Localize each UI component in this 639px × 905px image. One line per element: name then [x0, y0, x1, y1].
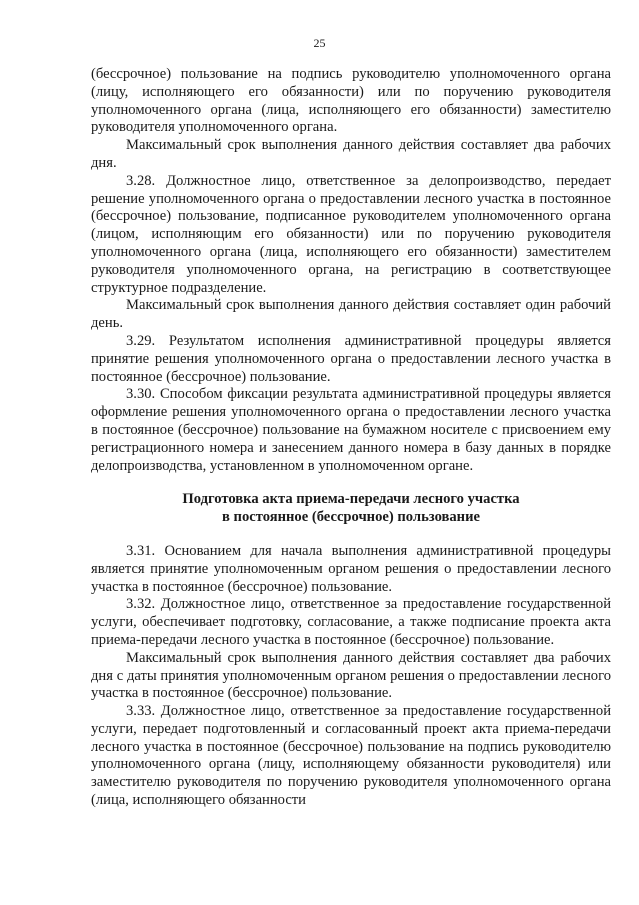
paragraph-continuation: (бессрочное) пользование на подпись руководителю уполномоченного органа (лицу, исполняющего его обязанности) или по поручению руководителя уполномоченного органа (лица, исполняющего его обязанности) заместителю руководителя уполномоченного органа.: [91, 66, 611, 136]
paragraph-3-33: 3.33. Должностное лицо, ответственное за предоставление государственной услуги, передает подготовленный и согласованный проект акта приема-передачи лесного участка в постоянное (бессрочное) пользование на подпись руководителю уполномоченного органа (лицу, исполняющему обязанности руководителя) или заместителю руководителя по поручению руководителя уполномоченного органа (лица, исполняющего обязанности: [91, 703, 611, 809]
section-heading-line-1: Подготовка акта приема-передачи лесного участка: [182, 491, 520, 508]
paragraph-3-28: 3.28. Должностное лицо, ответственное за делопроизводство, передает решение уполномоченного органа о предоставлении лесного участка в постоянное (бессрочное) пользование, подписанное руководителем уполномоченного органа (лицом, исполняющим его обязанности) или по поручению руководителя уполномоченного органа (лица, исполняющего его обязанности) заместителем руководителя уполномоченного органа, на регистрацию в соответствующее структурное подразделение.: [91, 172, 611, 296]
section-heading: [91, 491, 611, 527]
paragraph-3-29: 3.29. Результатом исполнения административной процедуры является принятие решения уполномоченного органа о предоставлении лесного участка в постоянное (бессрочное) пользование.: [91, 332, 611, 385]
paragraph-max-term-2-days: Максимальный срок выполнения данного действия составляет два рабочих дня.: [91, 137, 611, 171]
paragraph-3-31: 3.31. Основанием для начала выполнения административной процедуры является принятие уполномоченным органом решения о предоставлении лесного участка в постоянное (бессрочное) пользование.: [91, 542, 611, 595]
document-body: [91, 66, 611, 810]
paragraph-3-30: 3.30. Способом фиксации результата административной процедуры является оформление решения уполномоченного органа о предоставлении лесного участка в постоянное (бессрочное) пользование на бумажном носителе с присвоением ему регистрационного номера и занесением данного номера в базу данных в порядке делопроизводства, установленном в уполномоченном органе.: [91, 386, 611, 474]
page-number: 25: [313, 36, 326, 50]
paragraph-max-term-1-day: Максимальный срок выполнения данного действия составляет один рабочий день.: [91, 297, 611, 332]
section-heading-line-2: в постоянное (бессрочное) пользование: [222, 509, 480, 526]
paragraph-3-32: 3.32. Должностное лицо, ответственное за предоставление государственной услуги, обеспечивает подготовку, согласование, а также подписание проекта акта приема-передачи лесного участка в постоянное (бессрочное) пользование.: [91, 596, 611, 648]
paragraph-max-term-2-days-act: Максимальный срок выполнения данного действия составляет два рабочих дня с даты принятия уполномоченным органом решения о предоставлении лесного участка в постоянное (бессрочное) пользование.: [91, 649, 611, 702]
